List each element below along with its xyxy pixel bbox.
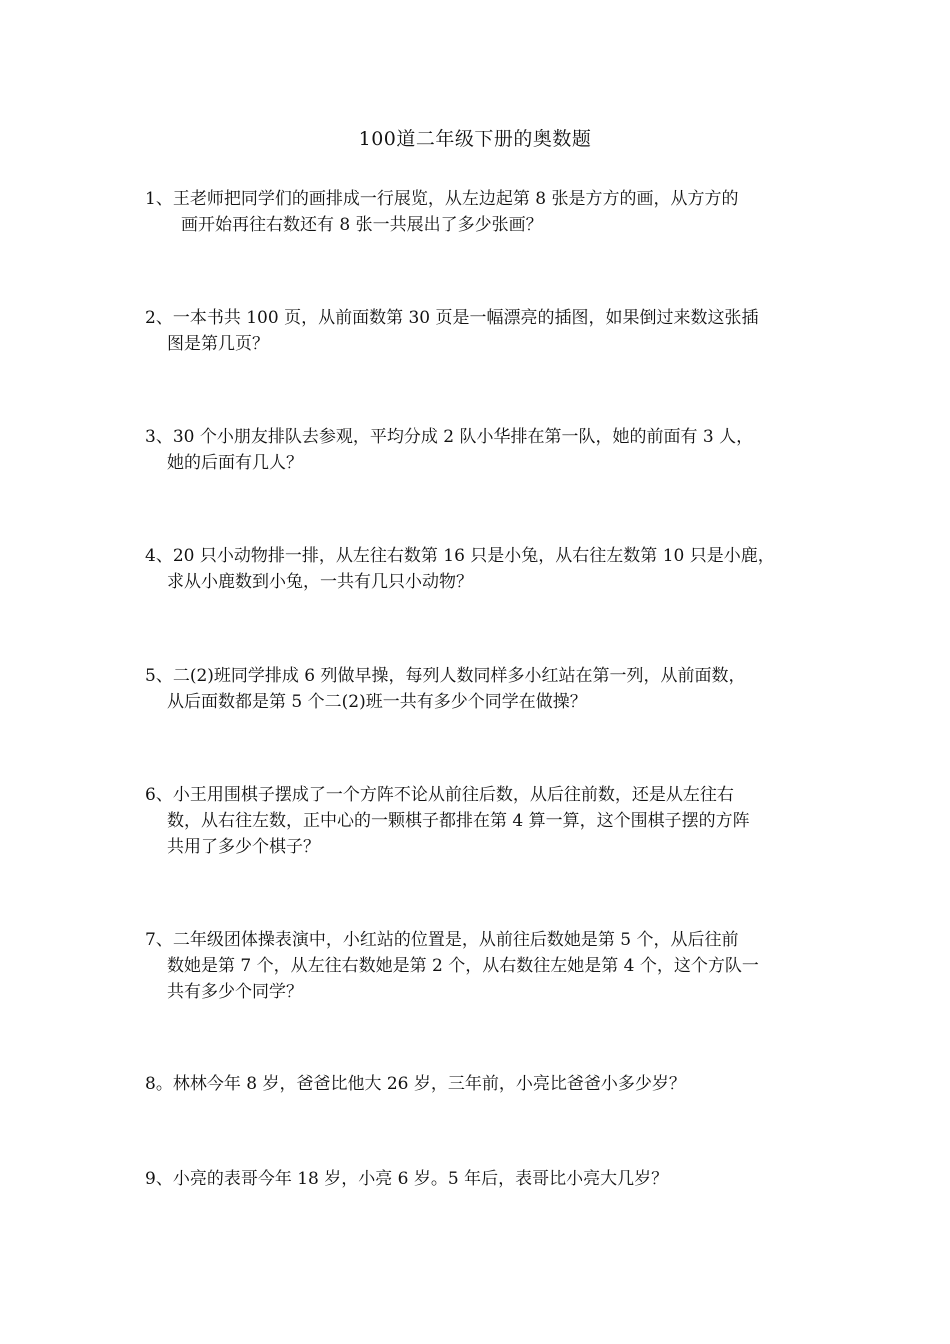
question-9 [145,1166,815,1192]
question-line: 共用了多少个棋子？ [167,837,320,857]
question-line: 3、30 个小朋友排队去参观，平均分成 2 队小华排在第一队，她的前面有 3 人， [145,427,754,447]
question-line: 4、20 只小动物排一排，从左往右数第 16 只是小兔，从右往左数第 10 只是小鹿， [145,546,775,566]
document-title: 100道二年级下册的奥数题 [358,128,592,150]
question-line: 6、小王用围棋子摆成了一个方阵不论从前往后数，从后往前数，还是从左往右 [145,785,734,805]
question-line: 数，从右往左数，正中心的一颗棋子都排在第 4 算一算，这个围棋子摆的方阵 [167,811,750,831]
question-line: 求从小鹿数到小兔，一共有几只小动物？ [167,572,473,592]
question-line: 共有多少个同学？ [167,982,303,1002]
question-6 [145,782,815,860]
question-7 [145,927,815,1005]
question-line: 1、王老师把同学们的画排成一行展览，从左边起第 8 张是方方的画，从方方的 [145,189,739,209]
question-line: 2、一本书共 100 页，从前面数第 30 页是一幅漂亮的插图，如果倒过来数这张插 [145,308,759,328]
question-8 [145,1071,815,1097]
question-1 [145,186,815,238]
question-4 [145,543,815,595]
question-line: 她的后面有几人？ [167,453,303,473]
question-line: 图是第几页？ [167,334,269,354]
question-line: 画开始再往右数还有 8 张一共展出了多少张画？ [181,215,543,235]
question-line: 7、二年级团体操表演中，小红站的位置是，从前往后数她是第 5 个，从后往前 [145,930,739,950]
question-line: 5、二(2)班同学排成 6 列做早操，每列人数同样多小红站在第一列，从前面数， [145,666,746,686]
question-line: 8。林林今年 8 岁，爸爸比他大 26 岁，三年前，小亮比爸爸小多少岁？ [145,1074,686,1094]
question-line: 从后面数都是第 5 个二(2)班一共有多少个同学在做操？ [167,692,587,712]
question-3 [145,424,815,476]
question-5 [145,663,815,715]
question-2 [145,305,815,357]
question-line: 9、小亮的表哥今年 18 岁，小亮 6 岁。5 年后，表哥比小亮大几岁？ [145,1169,669,1189]
question-line: 数她是第 7 个，从左往右数她是第 2 个，从右数往左她是第 4 个，这个方队一 [167,956,759,976]
